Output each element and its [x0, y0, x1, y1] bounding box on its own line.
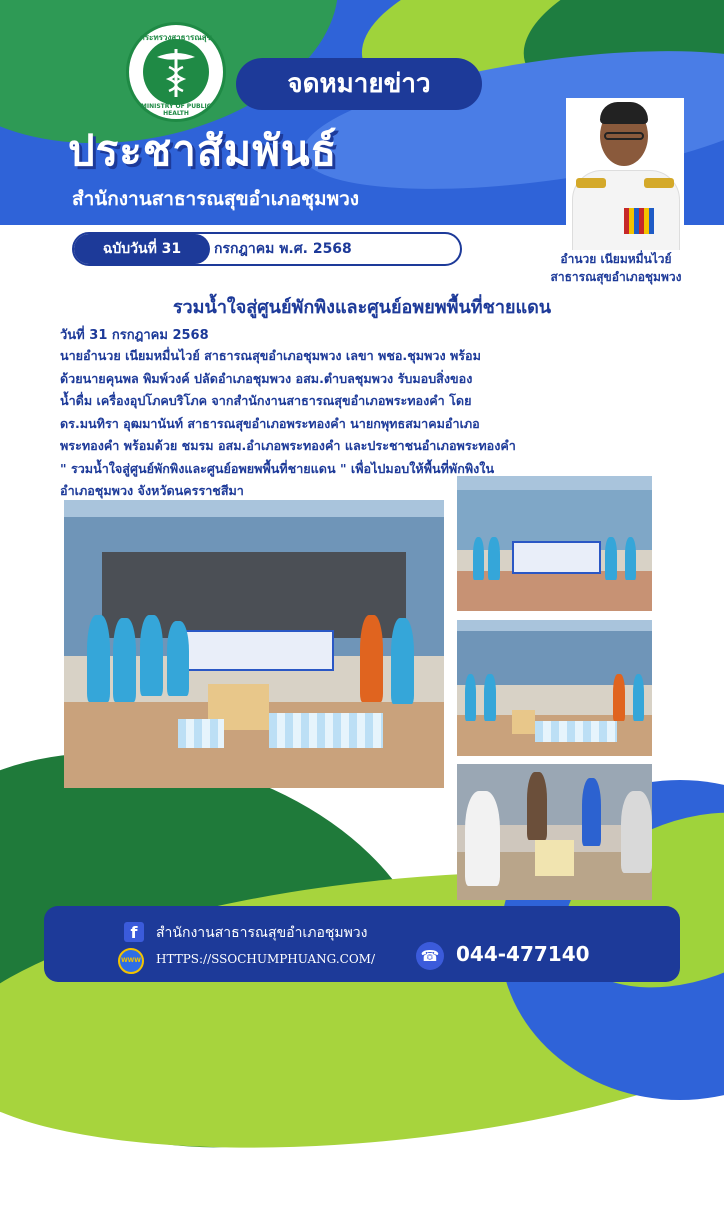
glasses-icon	[604, 132, 644, 140]
logo-ring-text-bottom: MINISTRY OF PUBLIC HEALTH	[140, 103, 212, 117]
article-headline: รวมน้ำใจสู่ศูนย์พักพิงและศูนย์อพยพพื้นที่ชายแดน	[172, 297, 552, 318]
logo-emblem	[143, 39, 209, 105]
article-line: นายอำนวย เนียมหมื่นไวย์ สาธารณสุขอำเภอชุมพวง เลขา พชอ.ชุมพวง พร้อม	[60, 348, 481, 363]
main-event-photo	[64, 500, 444, 788]
phone-number[interactable]: 044-477140	[456, 942, 590, 966]
logo-ring-text-top: กระทรวงสาธารณสุข	[139, 33, 213, 42]
medals-icon	[624, 208, 654, 234]
article-line: อำเภอชุมพวง จังหวัดนครราชสีมา	[60, 483, 244, 498]
official-title: สาธารณสุขอำเภอชุมพวง	[550, 270, 682, 284]
portrait-hair	[600, 102, 648, 124]
article-date: วันที่ 31 กรกฎาคม 2568	[60, 328, 209, 343]
article-line: ด้วยนายคุนพล พิมพ์วงค์ ปลัดอำเภอชุมพวง อสม.ตำบลชุมพวง รับมอบสิ่งของ	[60, 370, 473, 386]
event-photo-2	[457, 620, 652, 756]
issue-date-pill	[72, 232, 462, 266]
event-photo-3	[457, 764, 652, 900]
article-line: " รวมน้ำใจสู่ศูนย์พักพิงและศูนย์อพยพพื้นที่ชายแดน " เพื่อไปมอบให้พื้นที่พักพิงใน	[60, 460, 495, 476]
caduceus-icon	[143, 39, 209, 105]
globe-icon: WWW	[118, 948, 144, 974]
official-name: อำนวย เนียมหมื่นไวย์	[560, 252, 672, 266]
epaulette-right	[644, 178, 674, 188]
facebook-page-link[interactable]: สำนักงานสาธารณสุขอำเภอชุมพวง	[156, 925, 368, 941]
article-line: ดร.มนทิรา อุฒมานันท์ สาธารณสุขอำเภอพระทองคำ นายกพุทธสมาคมอำเภอ	[60, 415, 480, 431]
article-line: พระทองคำ พร้อมด้วย ชมรม อสม.อำเภอพระทองคำ และประชาชนอำเภอพระทองคำ	[60, 438, 516, 453]
event-photo-1	[457, 476, 652, 611]
epaulette-left	[576, 178, 606, 188]
issue-date: กรกฎาคม พ.ศ. 2568	[214, 241, 352, 257]
page-title: ประชาสัมพันธ์	[68, 126, 338, 175]
phone-icon: ☎	[416, 942, 444, 970]
facebook-icon[interactable]: f	[124, 922, 144, 942]
official-portrait	[566, 98, 684, 250]
article-line: น้ำดื่ม เครื่องอุปโภคบริโภค จากสำนักงานสาธารณสุขอำเภอพระทองคำ โดย	[60, 393, 472, 408]
ministry-logo	[126, 22, 226, 122]
website-link[interactable]: HTTPS://SSOCHUMPHUANG.COM/	[156, 952, 376, 966]
contact-footer	[44, 906, 680, 982]
newsletter-pill: จดหมายข่าว	[236, 58, 482, 110]
office-subtitle: สำนักงานสาธารณสุขอำเภอชุมพวง	[72, 188, 360, 210]
issue-label: ฉบับวันที่ 31	[74, 234, 210, 264]
